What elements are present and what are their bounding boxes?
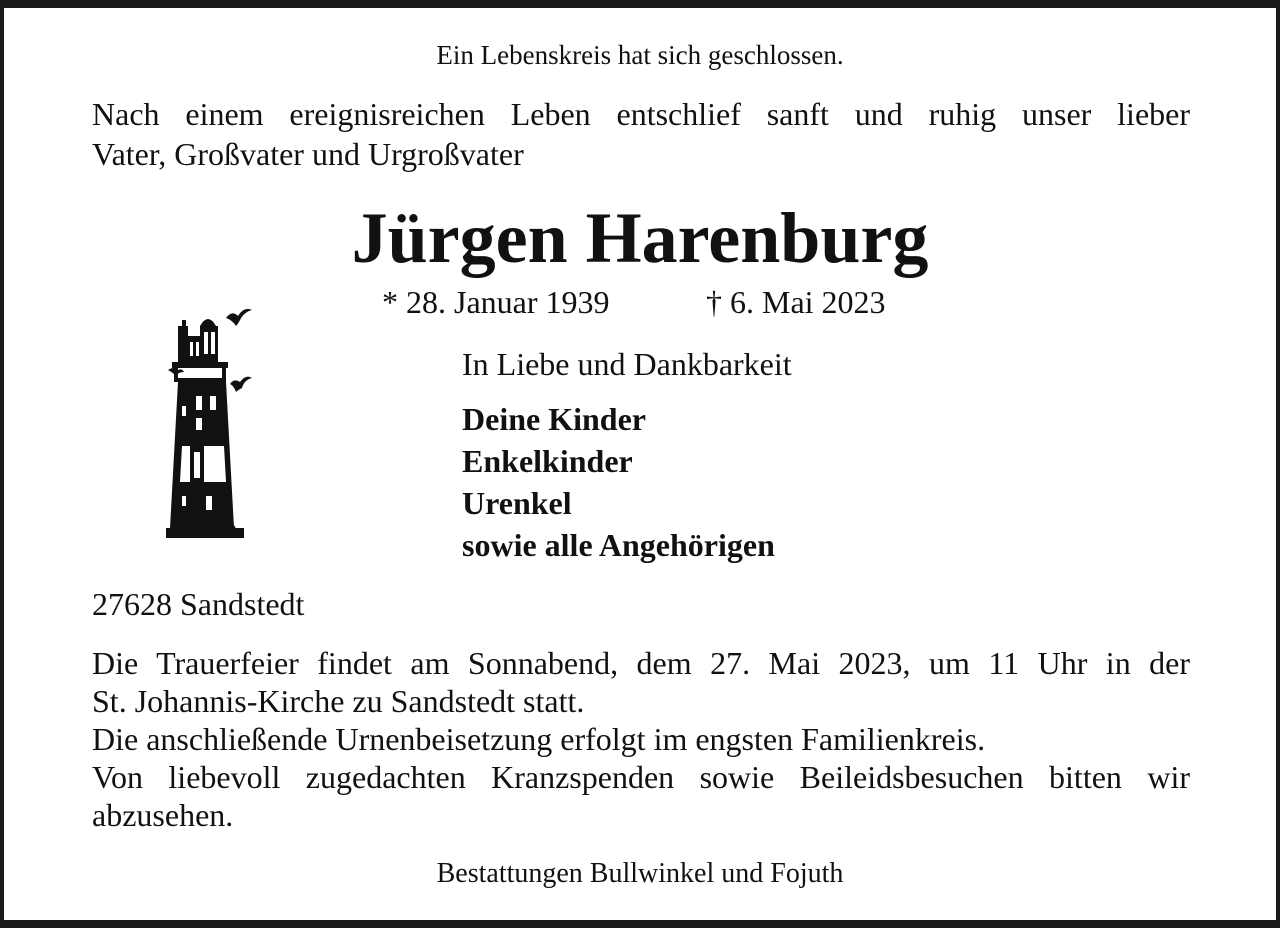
seagull-icon: [226, 309, 252, 326]
mourner-item: Enkelkinder: [462, 443, 633, 479]
service-line: Die anschließende Urnenbeisetzung erfolgt im engsten Familienkreis.: [92, 721, 986, 757]
mourners-list: [462, 398, 775, 566]
undertaker-line: Bestattungen Bullwinkel und Fojuth: [436, 858, 844, 889]
death-date: † 6. Mai 2023: [706, 284, 886, 320]
intro-line-1: Nach einem ereignisreichen Leben entschlief sanft und ruhig unser lieber: [92, 96, 1190, 132]
mourner-item: sowie alle Angehörigen: [462, 527, 775, 563]
service-line: St. Johannis-Kirche zu Sandstedt statt.: [92, 683, 585, 719]
deceased-name: Jürgen Harenburg: [351, 198, 929, 278]
mourner-item: Urenkel: [462, 485, 572, 521]
lighthouse-icon: [160, 296, 264, 556]
birth-date: * 28. Januar 1939: [382, 284, 610, 320]
service-text: [92, 644, 1190, 834]
love-line: In Liebe und Dankbarkeit: [462, 346, 792, 382]
service-line: abzusehen.: [92, 797, 234, 833]
intro-line-2: Vater, Großvater und Urgroßvater: [92, 136, 524, 172]
place-line: 27628 Sandstedt: [92, 586, 305, 622]
service-line: Die Trauerfeier findet am Sonnabend, dem 27. Mai 2023, um 11 Uhr in der: [92, 645, 1190, 681]
service-line: Von liebevoll zugedachten Kranzspenden sowie Beileidsbesuchen bitten wir: [92, 759, 1190, 795]
lead-line: Ein Lebenskreis hat sich geschlossen.: [436, 40, 844, 70]
seagull-icon: [230, 377, 252, 392]
mourner-item: Deine Kinder: [462, 401, 646, 437]
